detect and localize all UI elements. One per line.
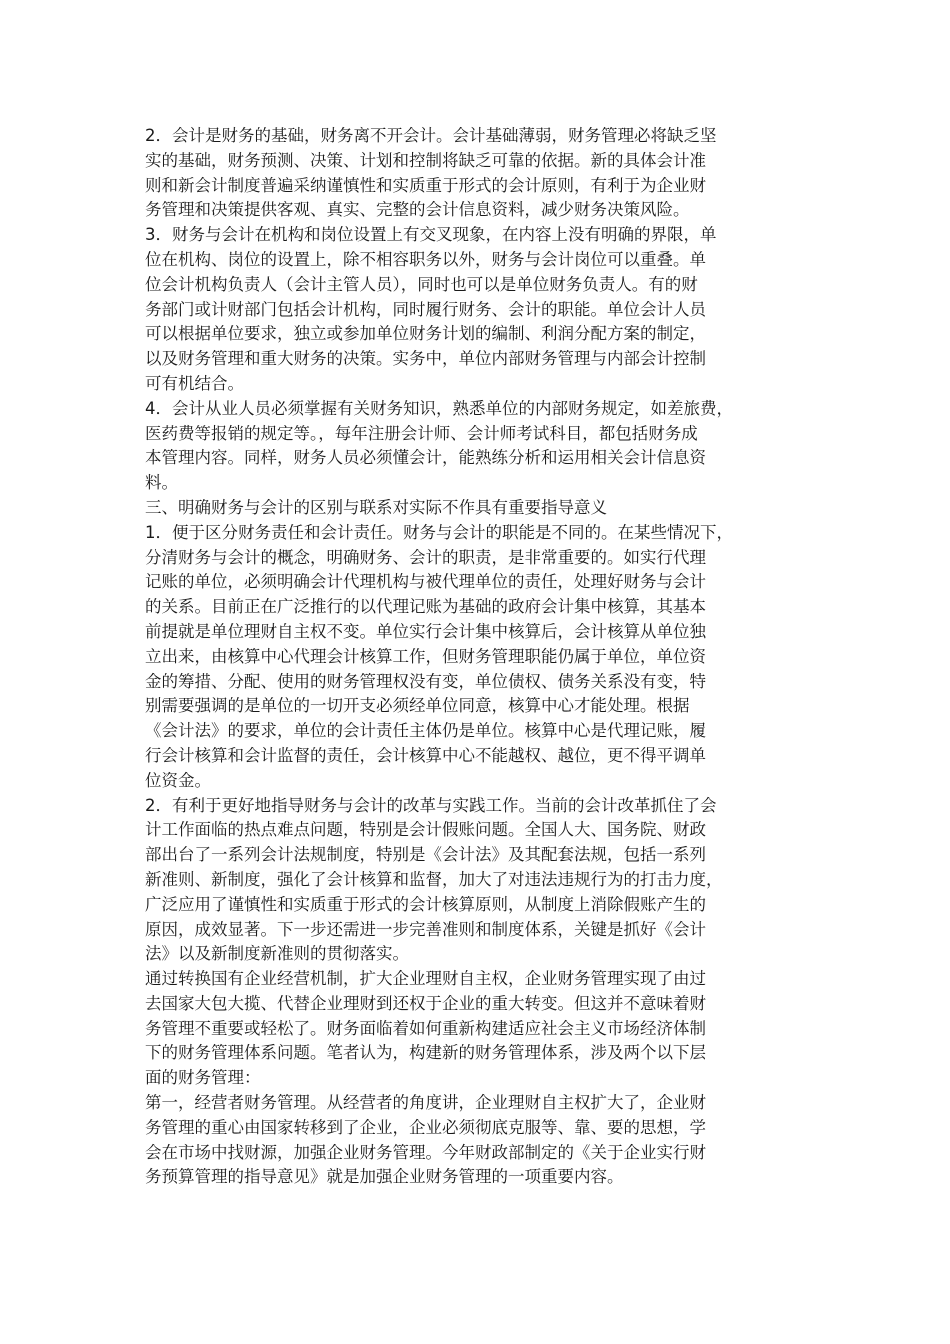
text-line: 4．会计从业人员必须掌握有关财务知识，熟悉单位的内部财务规定，如差旅费， bbox=[145, 398, 733, 418]
document-body bbox=[145, 124, 810, 1190]
text-line: 务管理和决策提供客观、真实、完整的会计信息资料，减少财务决策风险。 bbox=[145, 200, 690, 220]
text-line: 法》以及新制度新准则的贯彻落实。 bbox=[145, 944, 409, 964]
text-line: 原因，成效显著。下一步还需进一步完善准则和制度体系，关键是抓好《会计 bbox=[145, 919, 706, 939]
text-line: 别需要强调的是单位的一切开支必须经单位同意，核算中心才能处理。根据 bbox=[145, 696, 690, 716]
text-line: 本管理内容。同样，财务人员必须懂会计，能熟练分析和运用相关会计信息资 bbox=[145, 448, 706, 468]
text-line: 可有机结合。 bbox=[145, 373, 244, 393]
text-line: 《会计法》的要求，单位的会计责任主体仍是单位。核算中心是代理记账，履 bbox=[145, 721, 706, 741]
text-line: 记账的单位，必须明确会计代理机构与被代理单位的责任，处理好财务与会计 bbox=[145, 572, 706, 592]
text-line: 务管理的重心由国家转移到了企业，企业必须彻底克服等、靠、要的思想，学 bbox=[145, 1117, 706, 1137]
text-line: 新准则、新制度，强化了会计核算和监督，加大了对违法违规行为的打击力度， bbox=[145, 869, 723, 889]
text-line: 医药费等报销的规定等。，每年注册会计师、会计师考试科目，都包括财务成 bbox=[145, 423, 698, 443]
text-line: 面的财务管理： bbox=[145, 1068, 261, 1088]
text-line: 去国家大包大揽、代替企业理财到还权于企业的重大转变。但这并不意味着财 bbox=[145, 993, 706, 1013]
text-line: 位会计机构负责人（会计主管人员），同时也可以是单位财务负责人。有的财 bbox=[145, 274, 698, 294]
text-line: 务管理不重要或轻松了。财务面临着如何重新构建适应社会主义市场经济体制 bbox=[145, 1018, 706, 1038]
text-line: 实的基础，财务预测、决策、计划和控制将缺乏可靠的依据。新的具体会计准 bbox=[145, 150, 706, 170]
text-line: 务部门或计财部门包括会计机构，同时履行财务、会计的职能。单位会计人员 bbox=[145, 299, 706, 319]
text-line: 会在市场中找财源，加强企业财务管理。今年财政部制定的《关于企业实行财 bbox=[145, 1142, 706, 1162]
text-line: 2．会计是财务的基础，财务离不开会计。会计基础薄弱，财务管理必将缺乏坚 bbox=[145, 126, 717, 145]
text-line: 第一，经营者财务管理。从经营者的角度讲，企业理财自主权扩大了，企业财 bbox=[145, 1093, 706, 1113]
text-line: 1．便于区分财务责任和会计责任。财务与会计的职能是不同的。在某些情况下， bbox=[145, 522, 733, 542]
text-line: 三、明确财务与会计的区别与联系对实际不作具有重要指导意义 bbox=[145, 497, 607, 517]
text-line: 立出来，由核算中心代理会计核算工作，但财务管理职能仍属于单位，单位资 bbox=[145, 646, 706, 666]
text-line: 则和新会计制度普遍采纳谨慎性和实质重于形式的会计原则，有利于为企业财 bbox=[145, 175, 706, 195]
text-line: 分清财务与会计的概念，明确财务、会计的职责，是非常重要的。如实行代理 bbox=[145, 547, 706, 567]
text-line: 行会计核算和会计监督的责任，会计核算中心不能越权、越位，更不得平调单 bbox=[145, 745, 706, 765]
text-line: 位资金。 bbox=[145, 770, 211, 790]
text-line: 计工作面临的热点难点问题，特别是会计假账问题。全国人大、国务院、财政 bbox=[145, 820, 706, 840]
text-line: 2．有利于更好地指导财务与会计的改革与实践工作。当前的会计改革抓住了会 bbox=[145, 795, 717, 815]
text-line: 料。 bbox=[145, 473, 178, 493]
text-line: 可以根据单位要求，独立或参加单位财务计划的编制、利润分配方案的制定， bbox=[145, 324, 706, 344]
text-line: 以及财务管理和重大财务的决策。实务中，单位内部财务管理与内部会计控制 bbox=[145, 349, 706, 369]
text-line: 的关系。目前正在广泛推行的以代理记账为基础的政府会计集中核算，其基本 bbox=[145, 597, 706, 617]
text-line: 3．财务与会计在机构和岗位设置上有交叉现象，在内容上没有明确的界限，单 bbox=[145, 225, 717, 245]
text-line: 下的财务管理体系问题。笔者认为，构建新的财务管理体系，涉及两个以下层 bbox=[145, 1043, 706, 1063]
text-line: 位在机构、岗位的设置上，除不相容职务以外，财务与会计岗位可以重叠。单 bbox=[145, 249, 706, 269]
text-line: 部出台了一系列会计法规制度，特别是《会计法》及其配套法规，包括一系列 bbox=[145, 845, 706, 865]
text-line: 前提就是单位理财自主权不变。单位实行会计集中核算后，会计核算从单位独 bbox=[145, 621, 706, 641]
text-line: 通过转换国有企业经营机制，扩大企业理财自主权，企业财务管理实现了由过 bbox=[145, 969, 706, 989]
text-line: 务预算管理的指导意见》就是加强企业财务管理的一项重要内容。 bbox=[145, 1167, 624, 1187]
text-line: 金的筹措、分配、使用的财务管理权没有变，单位债权、债务关系没有变，特 bbox=[145, 671, 706, 691]
text-line: 广泛应用了谨慎性和实质重于形式的会计核算原则，从制度上消除假账产生的 bbox=[145, 894, 706, 914]
